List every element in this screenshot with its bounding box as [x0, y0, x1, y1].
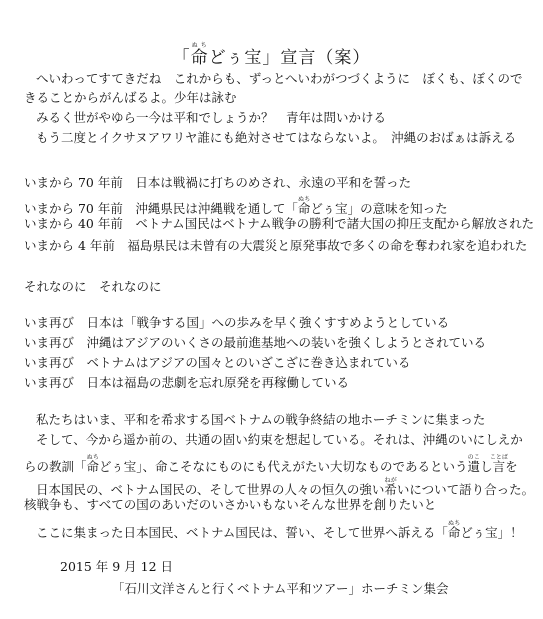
closing-line-4-part-b: いについて語り合った。	[396, 482, 535, 497]
closing-line-3-part-b: どぅ宝」、命こそなにものにも代えがたい大切なものであるという	[99, 459, 468, 474]
closing-ruby-kotoba	[489, 454, 508, 474]
closing-ruby-negai	[384, 477, 397, 497]
closing-line-4	[36, 477, 534, 497]
closing-ruby-inochi-base: 命	[86, 459, 100, 474]
history-line-1: いまから 70 年前 日本は戦禍に打ちのめされ、永遠の平和を誓った	[24, 175, 412, 190]
closing-ruby-inochi-2-reading: ぬち	[447, 520, 461, 527]
closing-ruby-inochi-2-base: 命	[447, 525, 461, 540]
page-title	[0, 42, 543, 68]
closing-line-6-part-a: ここに集まった日本国民、ベトナム国民は、誓い、そして世界へ訴える「	[36, 525, 448, 540]
again-line-4: いま再び 日本は福島の悲劇を忘れ原発を再稼働している	[24, 375, 350, 390]
closing-line-5: 核戦争も、すべての国のあいだのいさかいもないそんな世界を創りたいと	[24, 497, 437, 512]
history-ruby-inochi	[297, 196, 311, 216]
history-line-2	[24, 196, 448, 216]
closing-ruby-negai-base: 希	[384, 482, 397, 497]
closing-ruby-nokoshi	[467, 454, 481, 474]
history-line-2-after: どぅ宝」の意味を知った	[310, 201, 448, 216]
closing-line-3-part-a: らの教訓「	[24, 459, 87, 474]
history-ruby-base: 命	[297, 201, 311, 216]
title-ruby-base: 命	[190, 48, 209, 68]
closing-ruby-inochi-2	[447, 520, 461, 540]
closing-line-6-part-b: どぅ宝」！	[460, 525, 523, 540]
document-date: 2015 年 9 月 12 日	[60, 559, 174, 574]
closing-line-1: 私たちはいま、平和を希求する国ベトナムの戦争終結の地ホーチミンに集まった	[36, 412, 486, 427]
closing-ruby-nokoshi-base: 遺	[467, 459, 481, 474]
closing-ruby-nokoshi-reading: のこ	[467, 454, 481, 461]
but-line: それなのに それなのに	[24, 279, 162, 294]
closing-ruby-inochi	[86, 454, 100, 474]
closing-line-3	[24, 454, 518, 474]
history-line-3: いまから 40 年前 ベトナム国民はベトナム戦争の勝利で諸大国の抑圧支配から解放された	[24, 216, 535, 231]
title-ruby-reading: ぬち	[190, 42, 209, 49]
title-rest: どぅ宝」宣言（案）	[208, 48, 371, 68]
title-open-bracket: 「	[172, 48, 191, 68]
intro-line-3: みるく世がやゆら一今は平和でしょうか？ 青年は問いかける	[36, 110, 387, 125]
again-line-2: いま再び 沖縄はアジアのいくさの最前進基地への装いを強くしようとされている	[24, 335, 487, 350]
history-line-4: いまから 4 年前 福島県民は未曾有の大震災と原発事故で多くの命を奪われ家を追われた	[24, 238, 528, 253]
title-ruby-inochi	[190, 42, 209, 68]
closing-line-3-part-c: し	[480, 459, 493, 474]
again-line-1: いま再び 日本は「戦争する国」への歩みを早く強くすすめようとしている	[24, 315, 450, 330]
closing-ruby-kotoba-base: 言	[489, 459, 508, 474]
closing-ruby-negai-reading: ねが	[384, 477, 397, 484]
closing-line-2: そして、今から遥か前の、共通の固い約束を想起している。それは、沖縄のいにしえか	[36, 432, 523, 447]
history-line-2-before: いまから 70 年前 沖縄県民は沖縄戦を通して「	[24, 201, 298, 216]
closing-line-3-part-d: を	[505, 459, 518, 474]
closing-ruby-inochi-reading: ぬち	[86, 454, 100, 461]
history-ruby-reading: ぬち	[297, 196, 311, 203]
intro-line-4: もう二度とイクサヌアワリヤ誰にも絶対させてはならないよ。 沖縄のおばぁは訴える	[36, 130, 517, 145]
closing-ruby-kotoba-reading: ことば	[489, 454, 508, 461]
organizer-line: 「石川文洋さんと行くベトナム平和ツアー」ホーチミン集会	[112, 581, 449, 596]
closing-line-4-part-a: 日本国民の、ベトナム国民の、そして世界の人々の恒久の強い	[36, 482, 385, 497]
again-line-3: いま再び ベトナムはアジアの国々とのいざこざに巻き込まれている	[24, 355, 411, 370]
closing-line-6	[36, 520, 523, 540]
intro-line-1: へいわってすてきだね これからも、ずっとへいわがつづくように ぼくも、ぼくので	[36, 71, 523, 86]
intro-line-2: きることからがんばるよ。少年は詠む	[24, 90, 237, 105]
